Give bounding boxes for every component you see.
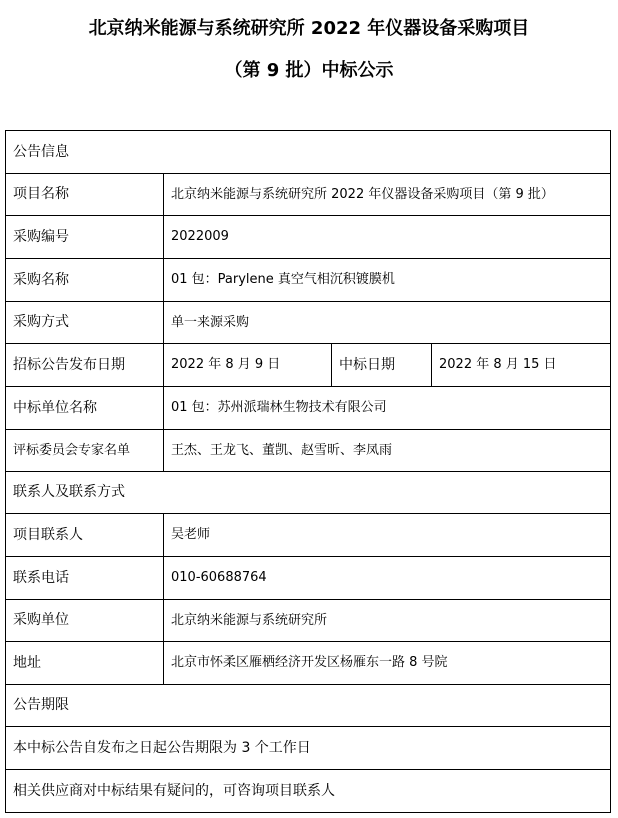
buyer-value: 北京纳米能源与系统研究所 [164, 600, 611, 642]
section-header-notice: 公告信息 [6, 131, 611, 174]
table-row [6, 302, 611, 344]
address-value: 北京市怀柔区雁栖经济开发区杨雁东一路 8 号院 [164, 642, 611, 685]
table-row [6, 770, 611, 813]
phone-value: 010-60688764 [164, 557, 611, 600]
award-date-label: 中标日期 [332, 344, 432, 387]
address-label: 地址 [6, 642, 164, 685]
section-header-contact: 联系人及联系方式 [6, 472, 611, 514]
table-row [6, 514, 611, 557]
table-row [6, 344, 611, 387]
purchase-method-value: 单一来源采购 [164, 302, 611, 344]
contact-person-label: 项目联系人 [6, 514, 164, 557]
section-row-notice [6, 131, 611, 174]
publish-date-value: 2022 年 8 月 9 日 [164, 344, 332, 387]
committee-value: 王杰、王龙飞、董凯、赵雪昕、李凤雨 [164, 430, 611, 472]
page-title-line-1: 北京纳米能源与系统研究所 2022 年仪器设备采购项目 [88, 18, 530, 39]
committee-label: 评标委员会专家名单 [6, 430, 164, 472]
purchase-no-value: 2022009 [164, 216, 611, 259]
period-text: 本中标公告自发布之日起公告期限为 3 个工作日 [6, 727, 611, 770]
section-header-period: 公告期限 [6, 685, 611, 727]
winner-label: 中标单位名称 [6, 387, 164, 430]
table-row [6, 259, 611, 302]
table-row [6, 430, 611, 472]
table-row [6, 174, 611, 216]
table-row [6, 387, 611, 430]
page-title-line-2: （第 9 批）中标公示 [224, 60, 394, 81]
table-row [6, 216, 611, 259]
purchase-no-label: 采购编号 [6, 216, 164, 259]
announcement-table [5, 130, 611, 813]
table-row [6, 557, 611, 600]
award-date-value: 2022 年 8 月 15 日 [432, 344, 611, 387]
table-row [6, 600, 611, 642]
winner-value: 01 包：苏州派瑞林生物技术有限公司 [164, 387, 611, 430]
buyer-label: 采购单位 [6, 600, 164, 642]
phone-label: 联系电话 [6, 557, 164, 600]
project-name-label: 项目名称 [6, 174, 164, 216]
section-row-period [6, 685, 611, 727]
table-row [6, 727, 611, 770]
contact-person-value: 吴老师 [164, 514, 611, 557]
purchase-method-label: 采购方式 [6, 302, 164, 344]
section-row-contact [6, 472, 611, 514]
inquiry-text: 相关供应商对中标结果有疑问的，可咨询项目联系人 [6, 770, 611, 813]
purchase-name-value: 01 包：Parylene 真空气相沉积镀膜机 [164, 259, 611, 302]
publish-date-label: 招标公告发布日期 [6, 344, 164, 387]
project-name-value: 北京纳米能源与系统研究所 2022 年仪器设备采购项目（第 9 批） [164, 174, 611, 216]
purchase-name-label: 采购名称 [6, 259, 164, 302]
table-row [6, 642, 611, 685]
